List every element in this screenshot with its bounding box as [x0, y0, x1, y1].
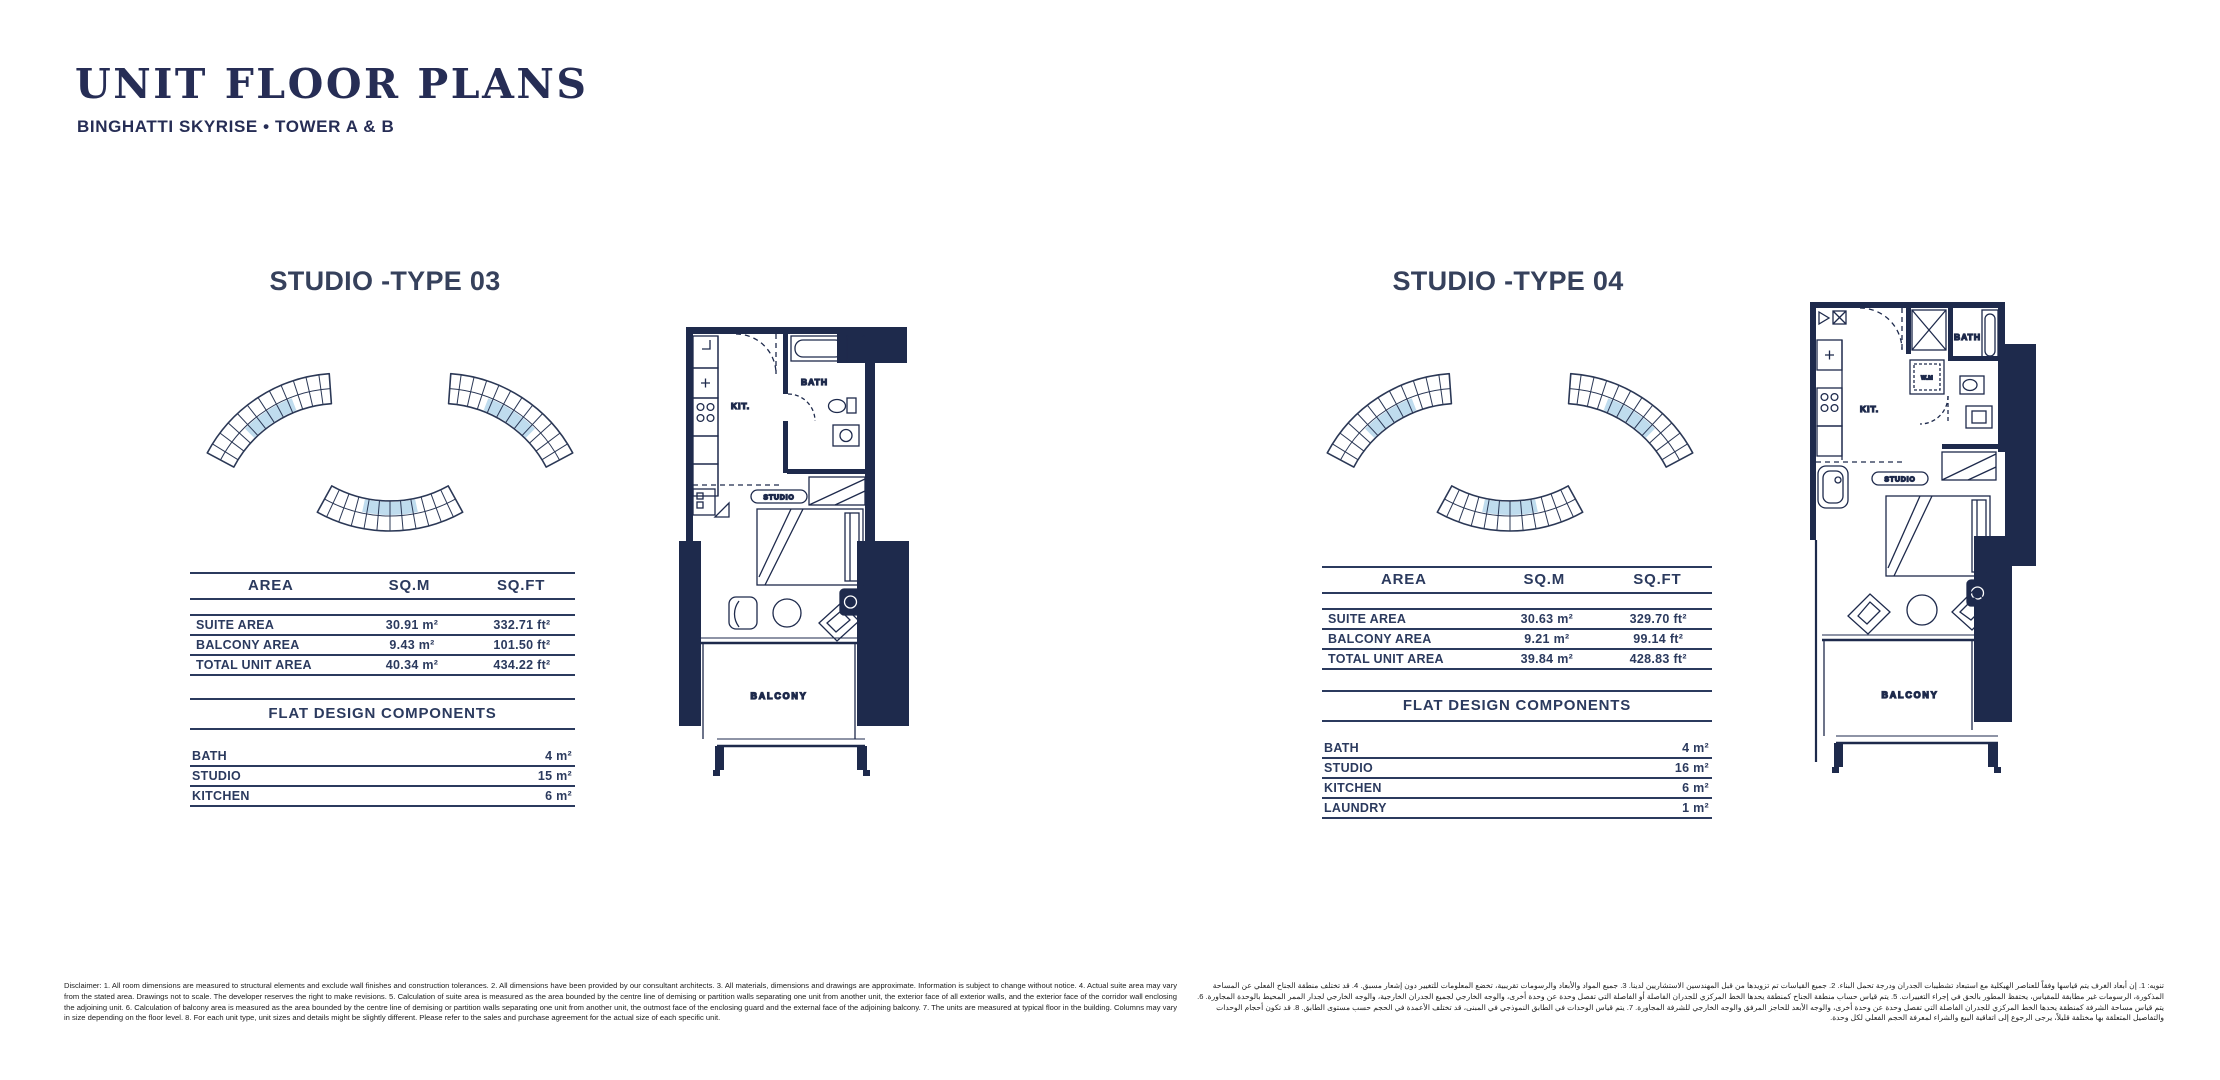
component-row — [1322, 799, 1712, 819]
col-sqft: SQ.FT — [497, 577, 546, 594]
table-row — [190, 616, 575, 636]
balcony-label: BALCONY — [1881, 690, 1939, 700]
component-label: KITCHEN — [1324, 781, 1382, 795]
kitchen-label: KIT. — [1860, 404, 1880, 414]
row-sqft: 332.71 ft² — [493, 618, 551, 632]
area-table-type-04 — [1322, 566, 1712, 670]
laundry-wm-label: W.M — [1921, 375, 1933, 382]
row-sqft: 434.22 ft² — [493, 658, 551, 672]
component-value: 4 m² — [545, 749, 572, 763]
row-sqm: 30.91 m² — [385, 618, 439, 632]
component-label: BATH — [1324, 741, 1359, 755]
bath-label: BATH — [1954, 332, 1981, 342]
component-value: 6 m² — [545, 789, 572, 803]
row-sqft: 99.14 ft² — [1633, 632, 1684, 646]
table-row — [1322, 630, 1712, 650]
unit-heading-type-03: STUDIO -TYPE 03 — [269, 266, 501, 296]
component-row — [190, 767, 575, 787]
row-sqm: 39.84 m² — [1520, 652, 1574, 666]
floorplan-type-03 — [679, 327, 909, 793]
disclaimer-english: Disclaimer: 1. All room dimensions are measured to structural elements and exclude wall finishes and construction tolerances. 2. All dimensions have been provided by our consultant architects. 3. All materials, dimensions and drawings are approximate. Information is subject to change without notice. 4. Actual suite area may vary from the stated area. Drawings not to scale. The developer reserves the right to make revisions. 5. Calculation of suite area is measured as the area bounded by the centre line of demising or partition walls separating one unit from another unit, the exterior face of all exterior walls, and the exterior face of the corridor wall enclosing the adjoining unit. 6. Calculation of balcony area is measured as the area bounded by the centre line of demising or partition walls separating one unit from another unit, the outmost face of the enclosing guard and the external face of the adjoining balcony. 7. The units are measured at typical floor in the building. Columns may vary in size depending on the floor level. 8. For each unit type, unit sizes and details might be slightly different. Please refer to the sales and purchase agreement for the actual size of each specific unit. — [64, 981, 1177, 1023]
row-sqft: 329.70 ft² — [1629, 612, 1687, 626]
row-sqm: 40.34 m² — [385, 658, 439, 672]
kitchen-label: KIT. — [731, 401, 751, 411]
component-value: 15 m² — [537, 769, 572, 783]
components-heading: FLAT DESIGN COMPONENTS — [190, 698, 575, 730]
studio-label: STUDIO — [1884, 476, 1916, 484]
row-label: SUITE AREA — [196, 618, 275, 632]
component-row — [1322, 759, 1712, 779]
component-value: 6 m² — [1682, 781, 1709, 795]
component-value: 4 m² — [1682, 741, 1709, 755]
row-sqft: 428.83 ft² — [1629, 652, 1687, 666]
page-subtitle: BINGHATTI SKYRISE • TOWER A & B — [77, 117, 395, 136]
page-title: UNIT FLOOR PLANS — [75, 60, 589, 108]
balcony-label: BALCONY — [750, 691, 808, 701]
studio-label: STUDIO — [763, 494, 795, 502]
row-label: SUITE AREA — [1328, 612, 1407, 626]
row-label: BALCONY AREA — [196, 638, 300, 652]
component-row — [190, 787, 575, 807]
row-sqm: 30.63 m² — [1520, 612, 1574, 626]
col-area: AREA — [247, 577, 294, 594]
col-sqft: SQ.FT — [1633, 571, 1682, 588]
row-sqft: 101.50 ft² — [493, 638, 551, 652]
floorplan-type-04 — [1802, 300, 2037, 794]
area-table-type-03 — [190, 572, 575, 676]
disclaimer-arabic: تنويه: 1. إن أبعاد الغرف يتم قياسها وفقاً للعناصر الهيكلية مع استبعاد تشطيبات الجدران ودرجة تحمل البناء. 2. جميع القياسات تم تزويدها من قبل المهندسين الاستشاريين لدينا. 3. جميع المواد والأبعاد والرسومات تقريبية، تخضع المعلومات للتغيير دون إشعار مسبق. 4. قد تختلف منطقة الجناح الفعلي عن المساحة المذكورة، الرسومات غير مطابقة للمقياس، يحتفظ المطور بالحق في إجراء التغييرات. 5. يتم قياس حساب منطقة الجناح كمنطقة يحدها الخط المركزي للجدران الفاصلة أو الفاصلة التي تفصل وحدة عن وحدة أخرى، والوجه الخارجي لجميع الجدران الخارجية، والوجه الخارجي لجدار الممر المحيط بالوحدة المجاورة. 6. يتم قياس مساحة الشرفة كمنطقة يحدها الخط المركزي للجدران الفاصلة التي تفصل وحدة عن وحدة أخرى، والوجه الأبعد للحاجز المرفق والوجه الخارجي للشرفة المجاورة. 7. يتم قياس الوحدات في الطابق النموذجي في المبنى، قد تختلف الأعمدة في الحجم حسب مستوى الطابق. 8. قد تكون أحجام الوحدات والتفاصيل المتعلقة بها مختلفة قليلاً، يرجى الرجوع إلى اتفاقية البيع والشراء لمعرفة الحجم الفعلي لكل وحدة. — [1197, 981, 2164, 1023]
unit-heading-type-04: STUDIO -TYPE 04 — [1392, 266, 1624, 296]
component-label: KITCHEN — [192, 789, 250, 803]
table-row — [1322, 610, 1712, 630]
bath-label: BATH — [801, 377, 828, 387]
col-sqm: SQ.M — [388, 577, 431, 594]
components-table-type-04 — [1322, 690, 1712, 819]
components-heading: FLAT DESIGN COMPONENTS — [1322, 690, 1712, 722]
component-label: LAUNDRY — [1324, 801, 1387, 815]
row-label: TOTAL UNIT AREA — [1328, 652, 1444, 666]
keyplan-icon — [1300, 336, 1720, 548]
area-table-header — [190, 572, 575, 600]
component-label: STUDIO — [192, 769, 242, 783]
component-value: 1 m² — [1682, 801, 1709, 815]
col-sqm: SQ.M — [1523, 571, 1566, 588]
table-row — [190, 636, 575, 656]
component-label: STUDIO — [1324, 761, 1374, 775]
area-table-header — [1322, 566, 1712, 594]
component-row — [190, 747, 575, 767]
row-label: TOTAL UNIT AREA — [196, 658, 312, 672]
table-row — [1322, 650, 1712, 670]
col-area: AREA — [1381, 571, 1427, 588]
keyplan-icon — [180, 336, 600, 548]
row-label: BALCONY AREA — [1328, 632, 1432, 646]
row-sqm: 9.43 m² — [389, 638, 435, 652]
component-value: 16 m² — [1674, 761, 1709, 775]
table-row — [190, 656, 575, 676]
components-table-type-03 — [190, 698, 575, 807]
row-sqm: 9.21 m² — [1524, 632, 1570, 646]
component-row — [1322, 779, 1712, 799]
component-row — [1322, 739, 1712, 759]
component-label: BATH — [192, 749, 227, 763]
